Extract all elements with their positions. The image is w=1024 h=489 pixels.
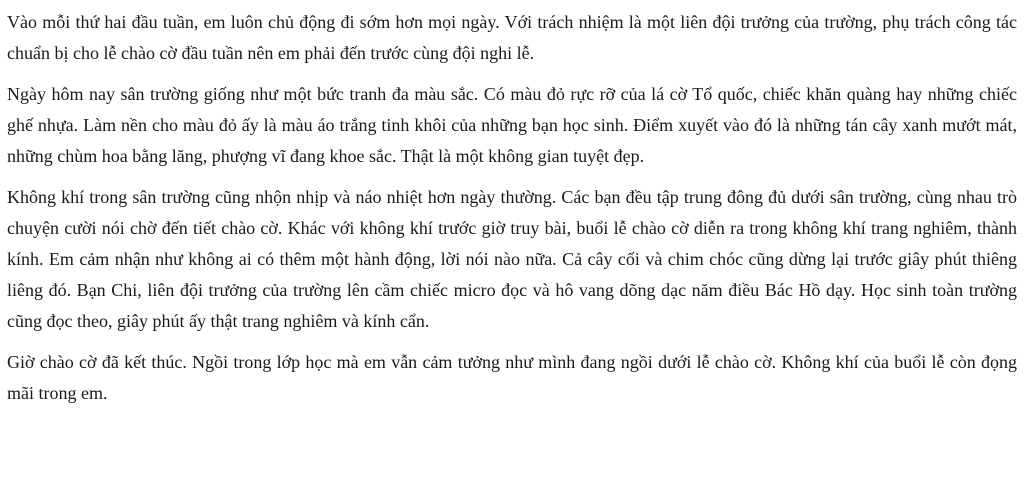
paragraph-1: Vào mỗi thứ hai đầu tuần, em luôn chủ động đi sớm hơn mọi ngày. Với trách nhiệm là một liên đội trưởng của trường, phụ trách công tác chuẩn bị cho lễ chào cờ đầu tuần nên em phải đến trước cùng đội nghi lễ. bbox=[7, 12, 1017, 63]
paragraph-2: Ngày hôm nay sân trường giống như một bức tranh đa màu sắc. Có màu đỏ rực rỡ của lá cờ Tổ quốc, chiếc khăn quàng hay những chiếc ghế nhựa. Làm nền cho màu đỏ ấy là màu áo trắng tinh khôi của những bạn học sinh. Điểm xuyết vào đó là những tán cây xanh mướt mát, những chùm hoa bằng lăng, phượng vĩ đang khoe sắc. Thật là một không gian tuyệt đẹp. bbox=[7, 84, 1017, 166]
paragraph-4: Giờ chào cờ đã kết thúc. Ngồi trong lớp học mà em vẫn cảm tưởng như mình đang ngồi dưới lễ chào cờ. Không khí của buổi lễ còn đọng mãi trong em. bbox=[7, 352, 1017, 403]
document-body bbox=[7, 7, 1017, 419]
paragraph-3: Không khí trong sân trường cũng nhộn nhịp và náo nhiệt hơn ngày thường. Các bạn đều tập trung đông đủ dưới sân trường, cùng nhau trò chuyện cười nói chờ đến tiết chào cờ. Khác với không khí trước giờ truy bài, buổi lễ chào cờ diễn ra trong không khí trang nghiêm, thành kính. Em cảm nhận như không ai có thêm một hành động, lời nói nào nữa. Cả cây cối và chim chóc cũng dừng lại trước giây phút thiêng liêng đó. Bạn Chi, liên đội trưởng của trường lên cầm chiếc micro đọc và hô vang dõng dạc năm điều Bác Hồ dạy. Học sinh toàn trường cũng đọc theo, giây phút ấy thật trang nghiêm và kính cẩn. bbox=[7, 187, 1017, 331]
